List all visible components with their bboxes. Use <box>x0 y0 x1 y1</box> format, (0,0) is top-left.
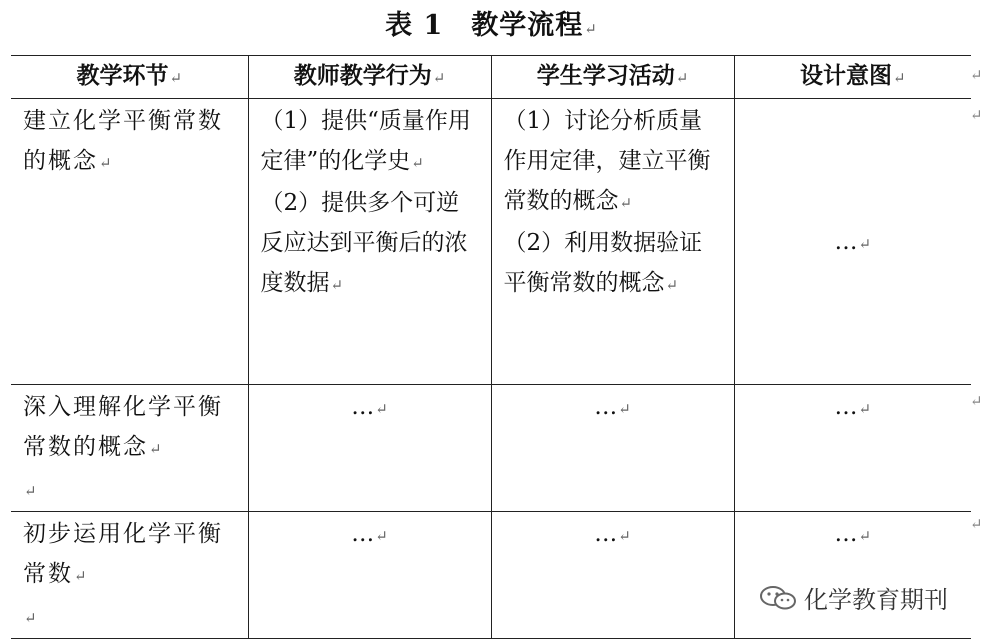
watermark-text: 化学教育期刊 <box>804 586 948 614</box>
row-end-mark: ↵ <box>970 515 983 533</box>
paragraph-mark: ↵ <box>24 609 39 627</box>
paragraph-mark: ↵ <box>411 154 424 172</box>
paragraph-mark: ↵ <box>618 400 631 418</box>
student-item: （2）利用数据验证平衡常数的概念↵ <box>503 230 703 296</box>
teacher-cell <box>248 99 491 385</box>
paragraph-mark: ↵ <box>618 527 631 545</box>
stage-cell: 深入理解化学平衡常数的概念↵ ↵ <box>11 385 248 512</box>
teaching-flow-table <box>11 55 971 639</box>
table-title-text: 表 1 教学流程 <box>385 10 584 41</box>
table-row <box>11 512 971 639</box>
teacher-cell: …↵ <box>248 512 491 639</box>
row-end-mark: ↵ <box>970 106 983 124</box>
paragraph-mark: ↵ <box>432 69 446 87</box>
header-stage: 教学环节↵ <box>11 56 248 99</box>
paragraph-mark: ↵ <box>858 400 872 418</box>
header-teacher: 教师教学行为↵ <box>248 56 491 99</box>
header-row <box>11 56 971 99</box>
row-end-mark: ↵ <box>970 392 983 410</box>
paragraph-mark: ↵ <box>892 69 906 87</box>
header-student: 学生学习活动↵ <box>491 56 734 99</box>
intent-cell: …↵ <box>734 512 971 639</box>
teacher-cell: …↵ <box>248 385 491 512</box>
teacher-item: （1）提供“质量作用定律”的化学史↵ <box>260 108 471 174</box>
header-intent: 设计意图↵ <box>734 56 971 99</box>
student-cell <box>491 99 734 385</box>
paragraph-mark: ↵ <box>665 276 679 294</box>
student-cell: …↵ <box>491 385 734 512</box>
stage-cell: 建立化学平衡常数的概念↵ <box>11 99 248 385</box>
intent-cell: …↵ <box>734 99 971 385</box>
intent-cell: …↵ <box>734 385 971 512</box>
paragraph-mark: ↵ <box>149 440 164 458</box>
paragraph-mark: ↵ <box>858 527 872 545</box>
wechat-logo-icon <box>758 584 798 612</box>
table-row <box>11 385 971 512</box>
paragraph-mark: ↵ <box>375 527 388 545</box>
table-title <box>0 6 983 49</box>
paragraph-mark: ↵ <box>99 154 114 172</box>
paragraph-mark: ↵ <box>330 276 344 294</box>
paragraph-mark: ↵ <box>24 482 39 500</box>
paragraph-mark: ↵ <box>675 69 689 87</box>
teacher-item: （2）提供多个可逆反应达到平衡后的浓度数据↵ <box>260 190 468 296</box>
paragraph-mark: ↵ <box>375 400 388 418</box>
paragraph-mark: ↵ <box>858 234 872 253</box>
paragraph-mark: ↵ <box>74 567 89 585</box>
student-item: （1）讨论分析质量作用定律，建立平衡常数的概念↵ <box>503 108 711 214</box>
paragraph-mark: ↵ <box>584 20 598 38</box>
row-end-mark: ↵ <box>970 66 983 84</box>
stage-cell: 初步运用化学平衡常数↵ ↵ <box>11 512 248 639</box>
student-cell: …↵ <box>491 512 734 639</box>
watermark <box>758 580 948 615</box>
paragraph-mark: ↵ <box>619 194 633 212</box>
table-row <box>11 99 971 385</box>
paragraph-mark: ↵ <box>169 69 183 87</box>
